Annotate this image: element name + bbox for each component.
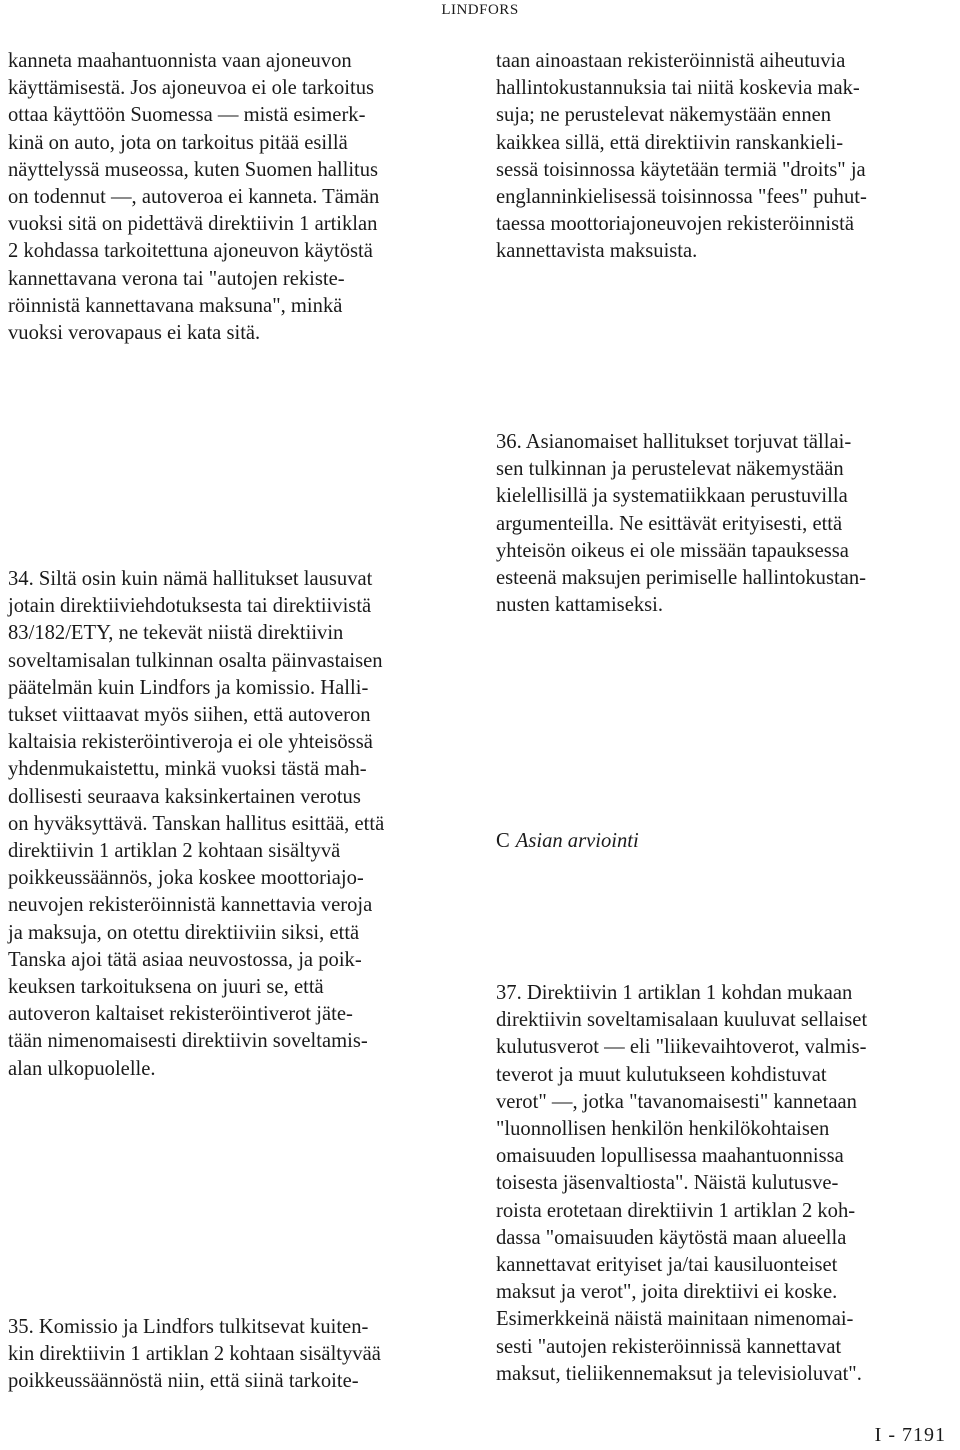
text-line: päätelmän kuin Lindfors ja komissio. Halli- bbox=[8, 676, 369, 699]
text-line: taessa moottoriajoneuvojen rekisteröinnistä bbox=[496, 213, 855, 236]
text-line: kannettavista maksuista. bbox=[496, 240, 698, 263]
text-line: kanneta maahantuonnista vaan ajoneuvon bbox=[8, 50, 352, 72]
text-line: sessä toisinnossa käytetään termiä "droits" ja bbox=[496, 158, 866, 181]
section-title: Asian arviointi bbox=[515, 830, 639, 852]
text-line: kannettavana verona tai "autojen rekiste- bbox=[8, 267, 345, 290]
text-line: englanninkielisessä toisinnossa "fees" puhut- bbox=[496, 186, 867, 209]
text-line: toisesta jäsenvaltiosta". Näistä kulutusve- bbox=[496, 1172, 839, 1195]
text-line: vuoksi sitä on pidettävä direktiivin 1 artiklan bbox=[8, 213, 378, 236]
running-header: LINDFORS bbox=[441, 2, 519, 18]
text-line: direktiivin soveltamisalaan kuuluvat sellaiset bbox=[496, 1009, 868, 1032]
text-line: kannettavat erityiset ja/tai kausiluonteiset bbox=[496, 1254, 838, 1277]
text-line: on todennut —, autoveroa ei kanneta. Tämän bbox=[8, 186, 380, 209]
text-line: dollisesti seuraava kaksinkertainen verotus bbox=[8, 785, 361, 808]
text-line: ottaa käyttöön Suomessa — mistä esimerk- bbox=[8, 104, 366, 127]
text-line: näyttelyssä museossa, kuten Suomen hallitus bbox=[8, 158, 379, 181]
text-line: tään nimenomaisesti direktiivin soveltamis- bbox=[8, 1030, 368, 1053]
text-line: yhteisön oikeus ei ole missään tapauksessa bbox=[496, 539, 849, 562]
text-line: röinnistä kannettavana maksuna", minkä bbox=[8, 294, 343, 317]
text-line: tukset viittaavat myös siihen, että autoveron bbox=[8, 704, 371, 727]
text-line: keuksen tarkoituksena on juuri se, että bbox=[8, 976, 324, 999]
text-line: käyttämisestä. Jos ajoneuvoa ei ole tarkoitus bbox=[8, 77, 375, 100]
text-line: 36. Asianomaiset hallitukset torjuvat tällai- bbox=[496, 431, 852, 453]
text-line: omaisuuden lopullisessa maahantuonnissa bbox=[496, 1145, 844, 1168]
text-line: kulutusverot — eli "liikevaihtoverot, valmis- bbox=[496, 1036, 867, 1059]
text-line: verot" —, jotka "tavanomaisesti" kannetaan bbox=[496, 1090, 857, 1113]
text-line: nusten kattamiseksi. bbox=[496, 594, 664, 617]
text-line: yhdenmukaistettu, minkä vuoksi tästä mah- bbox=[8, 758, 367, 781]
text-line: maksut ja verot", joita direktiivi ei koske. bbox=[496, 1281, 838, 1304]
text-line: kaltaisia rekisteröintiveroja ei ole yhteisössä bbox=[8, 731, 373, 754]
text-line: kinä on auto, jota on tarkoitus pitää esillä bbox=[8, 131, 348, 154]
text-line: kin direktiivin 1 artiklan 2 kohtaan sisältyvää bbox=[8, 1343, 381, 1366]
text-line: direktiivin 1 artiklan 2 kohtaan sisältyvä bbox=[8, 840, 341, 863]
text-line: alan ulkopuolelle. bbox=[8, 1057, 156, 1080]
text-line: soveltamisalan tulkinnan osalta päinvastaisen bbox=[8, 649, 383, 672]
text-line: 37. Direktiivin 1 artiklan 1 kohdan mukaan bbox=[496, 982, 853, 1004]
section-heading bbox=[496, 828, 639, 855]
text-line: ja maksuja, on otettu direktiiviin siksi, että bbox=[8, 921, 360, 944]
text-line: kaikkea sillä, että direktiivin ranskankieli- bbox=[496, 131, 844, 154]
text-line: autoveron kaltaiset rekisteröintiverot jäte- bbox=[8, 1003, 353, 1026]
section-letter: C bbox=[496, 830, 510, 852]
paragraph-continuation-left bbox=[8, 48, 463, 347]
text-line: maksut, tieliikennemaksut ja televisioluvat". bbox=[496, 1362, 862, 1385]
text-line: "luonnollisen henkilön henkilökohtaisen bbox=[496, 1118, 830, 1141]
text-line: kielellisillä ja systematiikkaan perustuvilla bbox=[496, 485, 848, 508]
paragraph-36 bbox=[496, 429, 954, 619]
paragraph-continuation-right bbox=[496, 48, 954, 266]
text-line: vuoksi verovapaus ei kata sitä. bbox=[8, 322, 261, 345]
text-line: teverot ja muut kulutukseen kohdistuvat bbox=[496, 1063, 827, 1086]
text-line: 2 kohdassa tarkoitettuna ajoneuvon käytöstä bbox=[8, 240, 373, 263]
text-line: dassa "omaisuuden käytöstä maan alueella bbox=[496, 1226, 847, 1249]
paragraph-37 bbox=[496, 980, 954, 1388]
text-line: poikkeussäännös, joka koskee moottoriajo- bbox=[8, 867, 364, 890]
text-line: Esimerkkeinä näistä mainitaan nimenomai- bbox=[496, 1308, 854, 1331]
text-line: taan ainoastaan rekisteröinnistä aiheutuvia bbox=[496, 50, 846, 72]
text-line: esteenä maksujen perimiselle hallintokustan- bbox=[496, 567, 867, 590]
text-line: 83/182/ETY, ne tekevät niistä direktiivin bbox=[8, 622, 344, 645]
paragraph-35 bbox=[8, 1314, 463, 1396]
text-line: suja; ne perustelevat näkemystään ennen bbox=[496, 104, 832, 127]
text-line: 35. Komissio ja Lindfors tulkitsevat kuiten- bbox=[8, 1316, 369, 1338]
text-line: roista erotetaan direktiivin 1 artiklan 2 koh- bbox=[496, 1199, 856, 1222]
text-line: Tanska ajoi tätä asiaa neuvostossa, ja poik- bbox=[8, 948, 362, 971]
text-line: poikkeussäännöstä niin, että siinä tarkoite- bbox=[8, 1370, 359, 1393]
text-line: on hyväksyttävä. Tanskan hallitus esittää, että bbox=[8, 812, 385, 835]
page-number: I - 7191 bbox=[874, 1424, 946, 1446]
text-line: hallintokustannuksia tai niitä koskevia mak- bbox=[496, 77, 860, 100]
paragraph-34 bbox=[8, 566, 463, 1083]
text-line: sen tulkinnan ja perustelevat näkemystään bbox=[496, 458, 844, 481]
text-line: argumenteilla. Ne esittävät erityisesti, että bbox=[496, 512, 843, 535]
text-line: 34. Siltä osin kuin nämä hallitukset lausuvat bbox=[8, 568, 373, 590]
text-line: neuvojen rekisteröinnistä kannettavia veroja bbox=[8, 894, 373, 917]
text-line: jotain direktiiviehdotuksesta tai direktiivistä bbox=[8, 595, 372, 618]
text-line: sesti "autojen rekisteröinnissä kannettavat bbox=[496, 1335, 842, 1358]
